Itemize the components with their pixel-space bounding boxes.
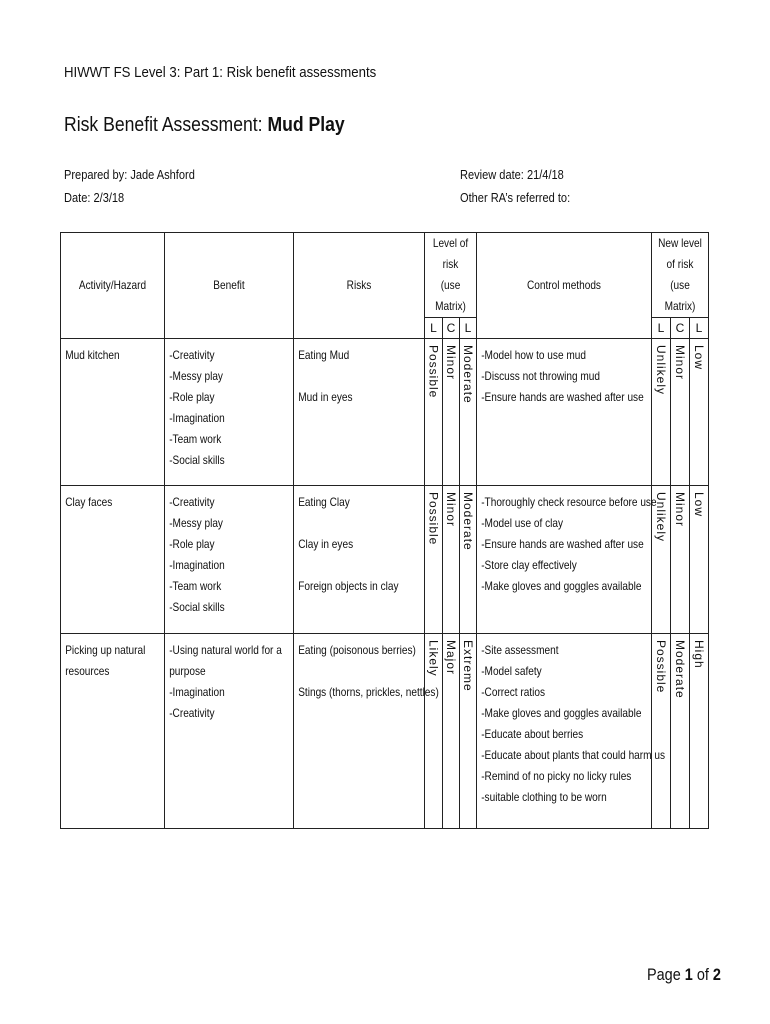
new-likelihood: Possible <box>652 634 671 829</box>
header-control-methods: Control methods <box>477 233 652 339</box>
benefit-cell: -Creativity -Messy play -Role play -Imagination -Team work -Social skills <box>165 486 294 634</box>
control-cell: -Site assessment -Model safety -Correct ratios -Make gloves and goggles available -Educate about berries -Educate about plants that could harm us -Remind of no picky no licky rules -suitable clothing to be worn <box>477 634 652 829</box>
header-row <box>61 233 709 318</box>
level-result: Extreme <box>460 634 477 829</box>
level-likelihood: Possible <box>425 486 443 634</box>
other-ra: Other RA’s referred to: <box>460 190 571 205</box>
activity-cell: Clay faces <box>61 486 165 634</box>
table-row <box>61 634 709 829</box>
level-likelihood: Possible <box>425 339 443 486</box>
new-result-header: L <box>690 318 709 339</box>
document-title <box>64 114 345 137</box>
new-likelihood: Unlikely <box>652 339 671 486</box>
level-likelihood: Likely <box>425 634 443 829</box>
header-risks: Risks <box>294 233 425 339</box>
header-level-of-risk: Level of risk (use Matrix) <box>425 233 477 318</box>
new-result: High <box>690 634 709 829</box>
new-consequence-header: C <box>671 318 690 339</box>
new-likelihood-header: L <box>652 318 671 339</box>
new-result: Low <box>690 339 709 486</box>
benefit-cell: -Using natural world for a purpose -Imagination -Creativity <box>165 634 294 829</box>
control-cell: -Model how to use mud -Discuss not throwing mud -Ensure hands are washed after use <box>477 339 652 486</box>
title-prefix: Risk Benefit Assessment: <box>64 114 268 136</box>
new-consequence: Moderate <box>671 634 690 829</box>
prepared-by: Prepared by: Jade Ashford <box>64 167 195 182</box>
level-likelihood-header: L <box>425 318 443 339</box>
activity-cell: Mud kitchen <box>61 339 165 486</box>
new-consequence: Minor <box>671 486 690 634</box>
table-row <box>61 486 709 634</box>
document-heading: HIWWT FS Level 3: Part 1: Risk benefit assessments <box>64 64 377 81</box>
assessment-date: Date: 2/3/18 <box>64 190 125 205</box>
level-consequence: Minor <box>443 486 460 634</box>
header-activity: Activity/Hazard <box>61 233 165 339</box>
title-activity: Mud Play <box>267 114 345 136</box>
new-consequence: Minor <box>671 339 690 486</box>
benefit-cell: -Creativity -Messy play -Role play -Imagination -Team work -Social skills <box>165 339 294 486</box>
level-consequence-header: C <box>443 318 460 339</box>
risk-benefit-table <box>60 232 709 829</box>
new-result: Low <box>690 486 709 634</box>
level-consequence: Major <box>443 634 460 829</box>
page-number: Page 1 of 2 <box>647 965 721 984</box>
review-date: Review date: 21/4/18 <box>460 167 564 182</box>
activity-cell: Picking up natural resources <box>61 634 165 829</box>
risks-cell: Eating Clay Clay in eyes Foreign objects in clay <box>294 486 425 634</box>
risks-cell: Eating Mud Mud in eyes <box>294 339 425 486</box>
control-cell: -Thoroughly check resource before use -Model use of clay -Ensure hands are washed after use -Store clay effectively -Make gloves and goggles available <box>477 486 652 634</box>
table-row <box>61 339 709 486</box>
header-benefit: Benefit <box>165 233 294 339</box>
header-new-level-of-risk: New level of risk (use Matrix) <box>652 233 709 318</box>
new-likelihood: Unlikely <box>652 486 671 634</box>
level-consequence: Minor <box>443 339 460 486</box>
risks-cell: Eating (poisonous berries) Stings (thorns, prickles, nettles) <box>294 634 425 829</box>
level-result: Moderate <box>460 486 477 634</box>
level-result: Moderate <box>460 339 477 486</box>
level-result-header: L <box>460 318 477 339</box>
